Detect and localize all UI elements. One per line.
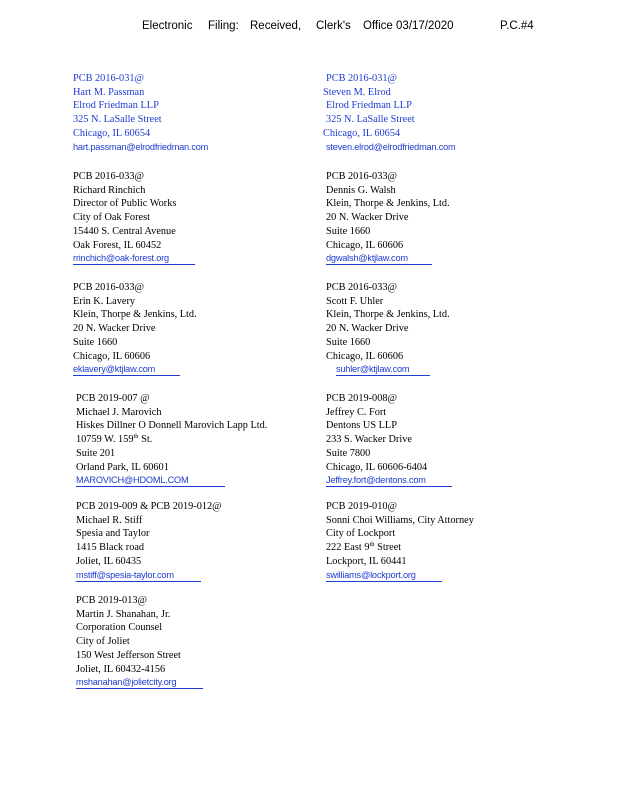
organization: City of Oak Forest: [73, 212, 150, 224]
email-link[interactable]: Jeffrey.fort@dentons.com: [326, 474, 452, 487]
organization: City of Joliet: [76, 636, 130, 648]
header-pc-number: P.C.#4: [500, 20, 534, 32]
city-state-zip: Chicago, IL 60654: [323, 127, 401, 139]
contact-name: Martin J. Shanahan, Jr.: [76, 608, 171, 620]
street-address: 222 East 9th Street: [326, 541, 402, 554]
email-link[interactable]: MAROVICH@HDOML.COM: [76, 474, 225, 487]
title-line: Corporation Counsel: [76, 622, 163, 634]
header-electronic: Electronic: [142, 20, 193, 32]
street-address: 233 S. Wacker Drive: [326, 434, 412, 446]
suite: Suite 1660: [73, 336, 118, 348]
city-state-zip: Oak Forest, IL 60452: [73, 239, 162, 251]
street-address: 325 N. LaSalle Street: [73, 114, 162, 126]
suite: Suite 1660: [326, 336, 371, 348]
header-clerks: Clerk's: [316, 20, 351, 32]
header-received: Received,: [250, 20, 302, 32]
case-number: PCB 2019-013@: [76, 595, 147, 606]
contact-name: Sonni Choi Williams, City Attorney: [326, 514, 474, 526]
case-number: PCB 2019-007 @: [76, 393, 150, 404]
case-number: PCB 2016-033@: [73, 171, 144, 182]
case-number: PCB 2016-031@: [326, 73, 397, 84]
service-entry-passman: [73, 72, 318, 154]
service-entry-marovich: [76, 392, 316, 488]
firm-name: Spesia and Taylor: [76, 528, 150, 540]
city-state-zip: Chicago, IL 60606-6404: [326, 461, 428, 473]
email-link[interactable]: suhler@ktjlaw.com: [336, 363, 430, 376]
contact-name: Scott F. Uhler: [326, 295, 384, 307]
city-state-zip: Joliet, IL 60432-4156: [76, 663, 166, 675]
city-state-zip: Chicago, IL 60606: [73, 350, 151, 362]
service-entry-fort: [326, 392, 571, 488]
suite: Suite 201: [76, 447, 116, 459]
email-link[interactable]: rrinchich@oak-forest.org: [73, 252, 195, 265]
filing-header: [0, 20, 618, 36]
case-number: PCB 2019-010@: [326, 501, 397, 512]
city-state-zip: Chicago, IL 60606: [326, 350, 404, 362]
case-number: PCB 2016-031@: [73, 73, 144, 84]
contact-name: Dennis G. Walsh: [326, 184, 396, 196]
contact-name: Michael J. Marovich: [76, 406, 162, 418]
firm-name: Hiskes Dillner O Donnell Marovich Lapp Ltd.: [76, 420, 268, 432]
street-address: 20 N. Wacker Drive: [326, 212, 409, 224]
organization: City of Lockport: [326, 528, 396, 540]
case-number: PCB 2019-009 & PCB 2019-012@: [76, 501, 222, 512]
contact-name: Michael R. Stiff: [76, 514, 143, 526]
city-state-zip: Lockport, IL 60441: [326, 555, 407, 567]
case-number: PCB 2016-033@: [326, 282, 397, 293]
case-number: PCB 2016-033@: [73, 282, 144, 293]
service-entry-rinchich: [73, 170, 318, 266]
contact-name: Richard Rinchich: [73, 184, 146, 196]
case-number: PCB 2019-008@: [326, 393, 397, 404]
case-number: PCB 2016-033@: [326, 171, 397, 182]
service-entry-williams: [326, 500, 571, 582]
email-link[interactable]: eklavery@ktjlaw.com: [73, 363, 180, 376]
firm-name: Elrod Friedman LLP: [73, 100, 159, 112]
firm-name: Klein, Thorpe & Jenkins, Ltd.: [326, 198, 450, 210]
street-address: 20 N. Wacker Drive: [73, 323, 156, 335]
contact-name: Hart M. Passman: [73, 86, 145, 98]
city-state-zip: Chicago, IL 60654: [73, 127, 151, 139]
service-entry-stiff: [76, 500, 321, 582]
street-address: 325 N. LaSalle Street: [326, 114, 415, 126]
street-address: 20 N. Wacker Drive: [326, 323, 409, 335]
service-entry-elrod: [323, 72, 568, 154]
firm-name: Dentons US LLP: [326, 420, 397, 432]
street-address: 1415 Black road: [76, 542, 145, 554]
street-address: 150 West Jefferson Street: [76, 649, 181, 661]
service-entry-walsh: [326, 170, 571, 266]
city-state-zip: Orland Park, IL 60601: [76, 461, 169, 473]
header-filing: Filing:: [208, 20, 239, 32]
service-entry-shanahan: [76, 594, 321, 690]
contact-name: Steven M. Elrod: [323, 86, 391, 98]
email-link[interactable]: swilliams@lockport.org: [326, 569, 442, 582]
suite: Suite 7800: [326, 447, 371, 459]
service-entry-uhler: [326, 281, 571, 377]
city-state-zip: Joliet, IL 60435: [76, 555, 142, 567]
service-entry-lavery: [73, 281, 318, 377]
email-link[interactable]: steven.elrod@elrodfriedman.com: [326, 141, 456, 152]
suite: Suite 1660: [326, 225, 371, 237]
firm-name: Elrod Friedman LLP: [326, 100, 412, 112]
city-state-zip: Chicago, IL 60606: [326, 239, 404, 251]
email-link[interactable]: mstiff@spesia-taylor.com: [76, 569, 201, 582]
email-link[interactable]: hart.passman@elrodfriedman.com: [73, 141, 209, 152]
contact-name: Erin K. Lavery: [73, 295, 136, 307]
firm-name: Klein, Thorpe & Jenkins, Ltd.: [73, 309, 197, 321]
street-address: 10759 W. 159th St.: [76, 433, 153, 446]
firm-name: Klein, Thorpe & Jenkins, Ltd.: [326, 309, 450, 321]
header-office-date: Office 03/17/2020: [363, 20, 454, 32]
email-link[interactable]: dgwalsh@ktjlaw.com: [326, 252, 432, 265]
street-address: 15440 S. Central Avenue: [73, 225, 176, 237]
email-link[interactable]: mshanahan@jolietcity.org: [76, 676, 203, 689]
contact-name: Jeffrey C. Fort: [326, 406, 387, 418]
title-line: Director of Public Works: [73, 198, 177, 210]
